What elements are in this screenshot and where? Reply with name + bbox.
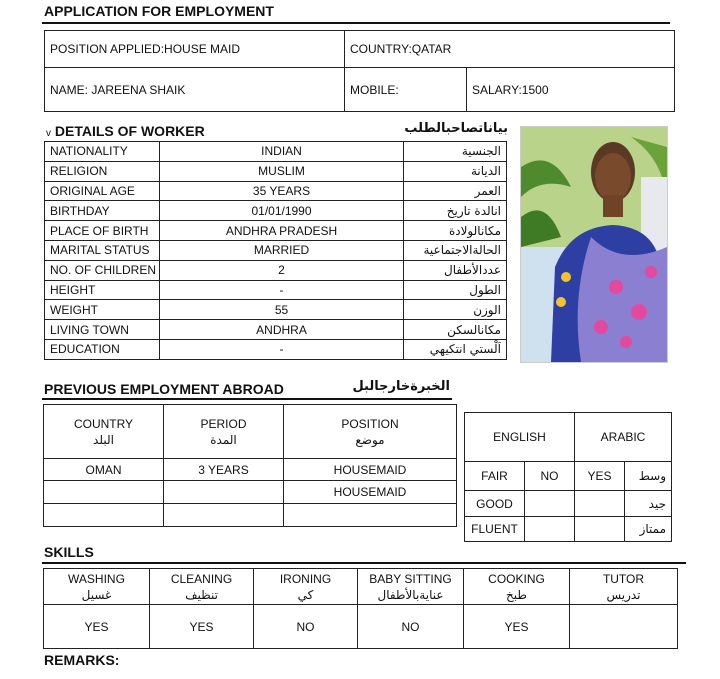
skill-name-arabic: طبخ: [506, 587, 527, 602]
previous-employment-cell: OMAN: [44, 459, 164, 481]
skill-name: BABY SITTING: [369, 571, 452, 586]
worker-detail-arabic: انالدة تاريخ: [404, 201, 507, 221]
skills-heading: SKILLS: [44, 544, 94, 560]
position-applied: POSITION APPLIED:HOUSE MAID: [45, 31, 345, 68]
language-english-value: [525, 517, 575, 542]
worker-detail-label: NO. OF CHILDREN: [45, 260, 160, 280]
worker-detail-value: 2: [160, 260, 404, 280]
worker-detail-value: MUSLIM: [160, 161, 404, 181]
worker-detail-label: LIVING TOWN: [45, 320, 160, 340]
language-arabic-value: YES: [575, 462, 625, 491]
skills-table: [43, 568, 678, 649]
previous-header-english: POSITION: [341, 416, 399, 431]
worker-detail-value: INDIAN: [160, 142, 404, 162]
language-level-arabic: ممتاز: [625, 517, 672, 542]
skill-header-cell: [358, 569, 464, 605]
skill-header-cell: [464, 569, 570, 605]
previous-header-arabic: موضع: [355, 432, 385, 447]
previous-employment-cell: HOUSEMAID: [284, 459, 457, 481]
worker-detail-row: [45, 240, 507, 260]
skill-value: NO: [358, 605, 464, 649]
worker-details-table: [44, 141, 507, 360]
remarks-label: REMARKS:: [44, 652, 120, 668]
page-title: APPLICATION FOR EMPLOYMENT: [44, 3, 274, 19]
skill-header-cell: [570, 569, 678, 605]
previous-employment-cell: 3 YEARS: [164, 459, 284, 481]
language-arabic-header: ARABIC: [575, 413, 672, 462]
worker-detail-label: WEIGHT: [45, 300, 160, 320]
skill-name: IRONING: [279, 571, 332, 586]
header-table: [44, 30, 675, 112]
language-level-label: GOOD: [465, 491, 525, 517]
worker-detail-value: ANDHRA PRADESH: [160, 221, 404, 241]
previous-employment-cell: [164, 481, 284, 504]
previous-header-cell: [164, 405, 284, 459]
language-level-label: FLUENT: [465, 517, 525, 542]
worker-heading-arabic: بياناتصاحبالطلب: [404, 121, 508, 136]
language-level-label: FAIR: [465, 462, 525, 491]
worker-detail-row: [45, 339, 507, 359]
worker-photo: [520, 126, 668, 363]
language-english-value: NO: [525, 462, 575, 491]
worker-detail-row: [45, 201, 507, 221]
worker-detail-row: [45, 221, 507, 241]
worker-detail-label: MARITAL STATUS: [45, 240, 160, 260]
worker-detail-value: 35 YEARS: [160, 181, 404, 201]
worker-detail-arabic: مكانالسكن: [404, 320, 507, 340]
language-english-header: ENGLISH: [465, 413, 575, 462]
worker-detail-label: HEIGHT: [45, 280, 160, 300]
skill-name-arabic: تدريس: [606, 587, 641, 602]
previous-header-arabic: المدة: [210, 432, 237, 447]
worker-detail-row: [45, 142, 507, 162]
previous-employment-heading-arabic: الخبرةخارجالبل: [352, 379, 450, 394]
worker-photo-graphic: [521, 127, 667, 362]
worker-detail-row: [45, 181, 507, 201]
previous-employment-cell: HOUSEMAID: [284, 481, 457, 504]
worker-detail-value: -: [160, 280, 404, 300]
worker-heading-text: DETAILS OF WORKER: [54, 123, 205, 139]
skill-name: CLEANING: [170, 571, 233, 586]
language-level-arabic: جيد: [625, 491, 672, 517]
skill-value: [570, 605, 678, 649]
skill-header-cell: [254, 569, 358, 605]
skill-name-arabic: تنظيف: [185, 587, 218, 602]
worker-detail-row: [45, 161, 507, 181]
previous-header-arabic: البلد: [93, 432, 114, 447]
title-rule: [42, 22, 670, 24]
skills-header-row: [44, 569, 678, 605]
worker-detail-label: ORIGINAL AGE: [45, 181, 160, 201]
languages-table: [464, 412, 672, 542]
applicant-name: NAME: JAREENA SHAIK: [45, 68, 345, 112]
previous-employment-cell: [164, 504, 284, 527]
skill-name: WASHING: [68, 571, 125, 586]
previous-employment-row: [44, 481, 457, 504]
worker-detail-arabic: عددالأطفال: [404, 260, 507, 280]
previous-header-english: COUNTRY: [73, 416, 134, 431]
country: COUNTRY:QATAR: [345, 31, 675, 68]
worker-detail-arabic: الحالةالاجتماعية: [404, 240, 507, 260]
skill-value: YES: [44, 605, 150, 649]
skill-value: YES: [464, 605, 570, 649]
language-arabic-value: [575, 517, 625, 542]
previous-employment-cell: [44, 504, 164, 527]
skills-rule: [42, 562, 686, 564]
worker-detail-value: ANDHRA: [160, 320, 404, 340]
previous-rule: [42, 398, 452, 400]
skill-name: COOKING: [488, 571, 545, 586]
previous-employment-table: [43, 404, 457, 527]
worker-detail-label: BIRTHDAY: [45, 201, 160, 221]
worker-heading-prefix: v: [46, 128, 51, 139]
worker-detail-arabic: الطول: [404, 280, 507, 300]
worker-detail-label: NATIONALITY: [45, 142, 160, 162]
skill-name-arabic: عنايةبالأطفال: [377, 587, 444, 602]
previous-header-cell: [44, 405, 164, 459]
worker-detail-row: [45, 260, 507, 280]
skill-header-cell: [150, 569, 254, 605]
previous-employment-heading: PREVIOUS EMPLOYMENT ABROAD: [44, 381, 284, 397]
previous-employment-cell: [284, 504, 457, 527]
worker-detail-row: [45, 320, 507, 340]
worker-detail-arabic: مكانالولادة: [404, 221, 507, 241]
language-level-arabic: وسط: [625, 462, 672, 491]
worker-detail-label: RELIGION: [45, 161, 160, 181]
previous-employment-cell: [44, 481, 164, 504]
worker-heading: [46, 123, 205, 139]
salary: SALARY:1500: [467, 68, 675, 112]
skill-header-cell: [44, 569, 150, 605]
previous-employment-row: [44, 459, 457, 481]
skills-value-row: [44, 605, 678, 649]
language-level-row: [465, 517, 672, 542]
skill-value: NO: [254, 605, 358, 649]
language-level-row: [465, 462, 672, 491]
worker-detail-arabic: الديانة: [404, 161, 507, 181]
language-level-row: [465, 491, 672, 517]
worker-detail-arabic: اَلْستي انتكيهي: [404, 339, 507, 359]
worker-detail-arabic: الوزن: [404, 300, 507, 320]
worker-detail-arabic: العمر: [404, 181, 507, 201]
worker-detail-value: MARRIED: [160, 240, 404, 260]
language-arabic-value: [575, 491, 625, 517]
mobile: MOBILE:: [345, 68, 467, 112]
worker-detail-label: EDUCATION: [45, 339, 160, 359]
skill-name: TUTOR: [602, 571, 645, 586]
previous-header-row: [44, 405, 457, 459]
skill-name-arabic: غسيل: [81, 587, 112, 602]
worker-detail-row: [45, 300, 507, 320]
skill-name-arabic: كي: [297, 587, 314, 602]
language-english-value: [525, 491, 575, 517]
worker-detail-value: 55: [160, 300, 404, 320]
worker-detail-label: PLACE OF BIRTH: [45, 221, 160, 241]
worker-detail-arabic: الجنسية: [404, 142, 507, 162]
previous-header-cell: [284, 405, 457, 459]
previous-header-english: PERIOD: [200, 416, 247, 431]
previous-employment-row: [44, 504, 457, 527]
worker-detail-row: [45, 280, 507, 300]
worker-detail-value: 01/01/1990: [160, 201, 404, 221]
worker-detail-value: -: [160, 339, 404, 359]
skill-value: YES: [150, 605, 254, 649]
